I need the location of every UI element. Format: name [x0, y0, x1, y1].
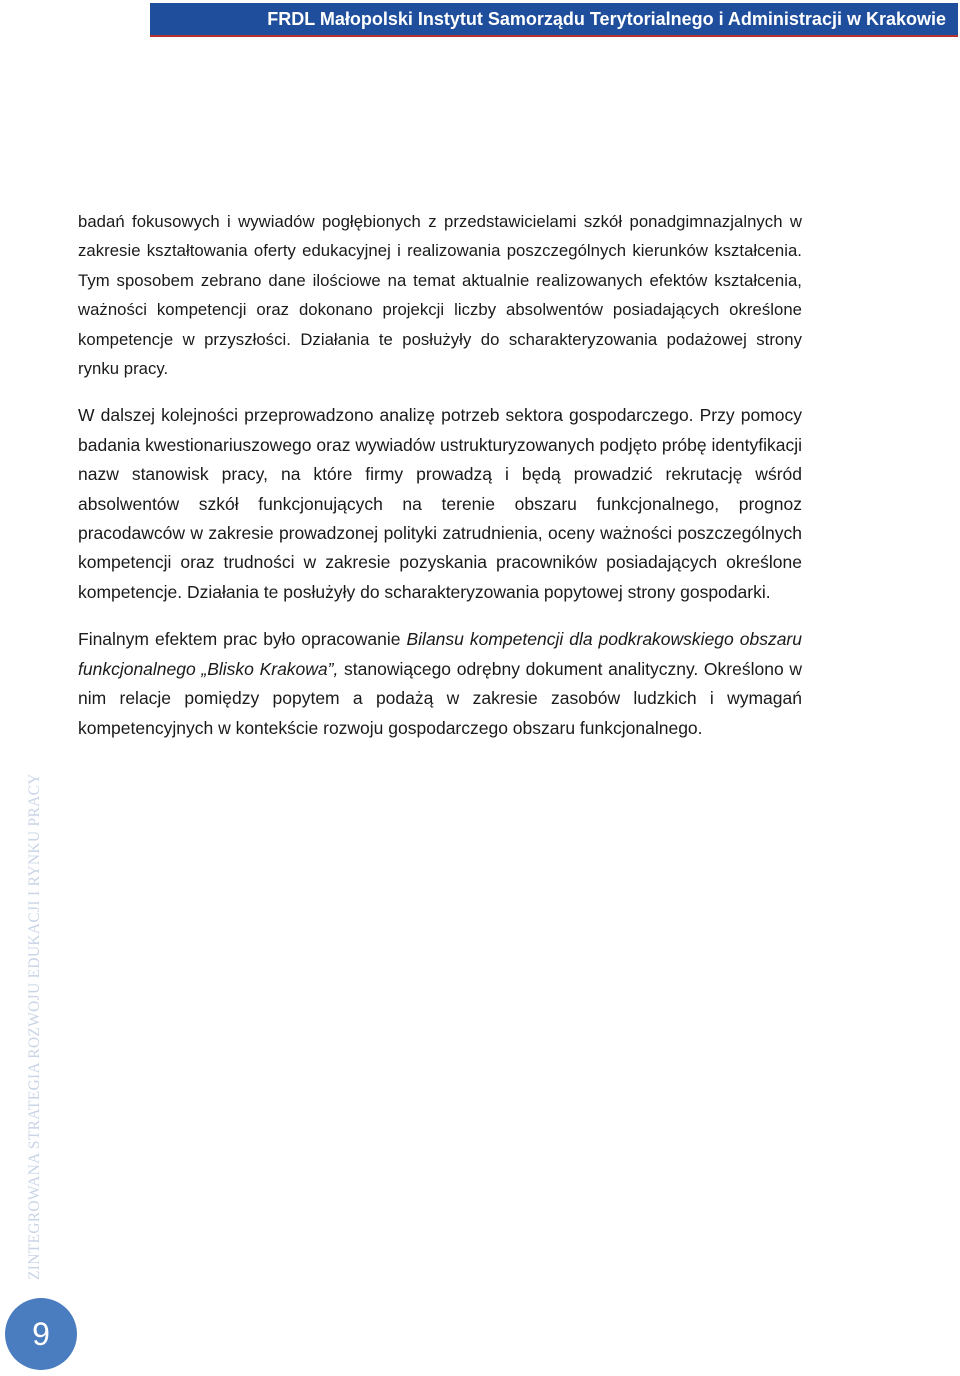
- paragraph-3-italic-title: Bilansu kompetencji dla podkrakowskiego obszaru funkcjonalnego „Blisko Krakowa”,: [78, 629, 802, 679]
- paragraph-3: [78, 625, 802, 743]
- header-title: FRDL Małopolski Instytut Samorządu Terytorialnego i Administracji w Krakowie: [267, 9, 946, 29]
- page-number: 9: [32, 1315, 50, 1352]
- paragraph-1-main: badań fokusowych i wywiadów pogłębionych z przedstawicielami szkół ponadgimnazjalnych w zakresie kształtowania oferty edukacyjnej i realizowania poszczególnych kierunków kształcenia. Tym sposobem zebrano dane ilościowe na temat aktualnie realizowanych efektów kształcenia, ważności kompetencji oraz dokonano projekcji liczby absolwentów posiadających określone kompetencje w przyszłości.: [78, 212, 802, 349]
- header-bar: [150, 3, 958, 37]
- paragraph-1: [78, 207, 802, 383]
- page-number-badge: [5, 1298, 77, 1370]
- paragraph-1-tail: Działania te posłużyły do scharakteryzowania podażowej strony rynku pracy.: [78, 329, 802, 379]
- document-body: [78, 207, 802, 761]
- paragraph-3-end: stanowiącego odrębny dokument analityczny. Określono w nim relacje pomiędzy popytem a podażą w zakresie zasobów ludzkich i wymagań kompetencyjnych w kontekście rozwoju gospodarczego obszaru funkcjonalnego.: [78, 658, 802, 738]
- paragraph-2: W dalszej kolejności przeprowadzono analizę potrzeb sektora gospodarczego. Przy pomocy badania kwestionariuszowego oraz wywiadów ustrukturyzowanych podjęto próbę identyfikacji nazw stanowisk pracy, na które firmy prowadzą i będą prowadzić rekrutację wśród absolwentów szkół funkcjonujących na terenie obszaru funkcjonalnego, prognoz pracodawców w zakresie prowadzonej polityki zatrudnienia, oceny ważności poszczególnych kompetencji oraz trudności w zakresie pozyskania pracowników posiadających określone kompetencje. Działania te posłużyły do scharakteryzowania popytowej strony gospodarki.: [78, 405, 802, 602]
- sidebar-vertical-title: ZINTEGROWANA STRATEGIA ROZWOJU EDUKACJI I RYNKU PRACY: [26, 773, 43, 1280]
- paragraph-3-start: Finalnym efektem prac było opracowanie: [78, 629, 407, 650]
